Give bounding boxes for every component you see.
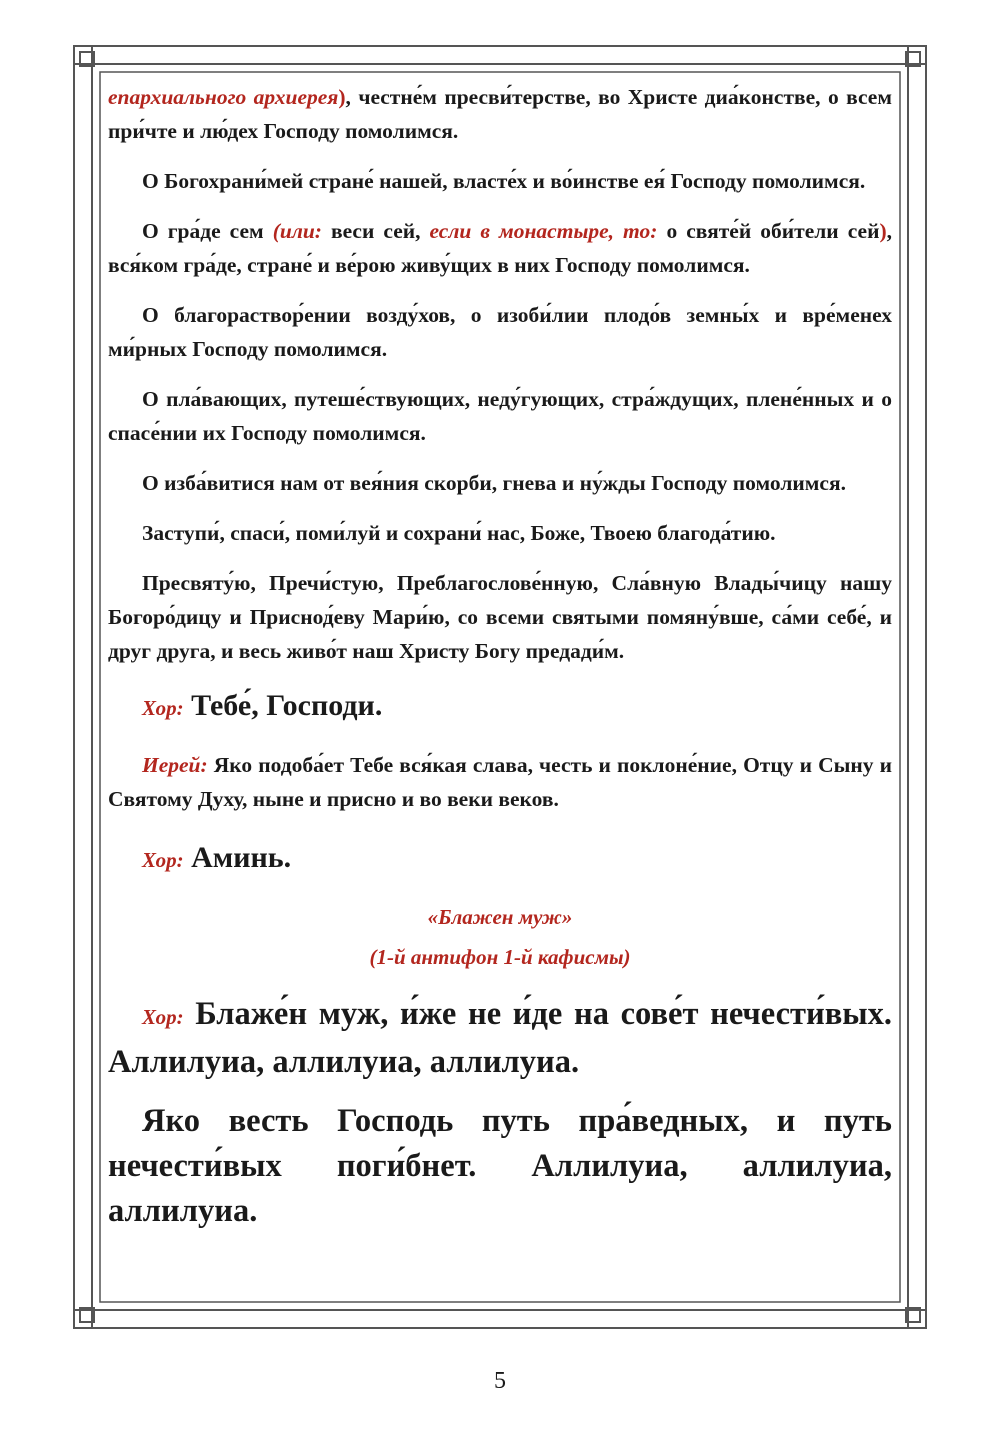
choir-response-2 [108, 836, 892, 882]
paragraph-7: Заступи́, спаси́, поми́луй и сохрани́ нас, Боже, Твоею благода́тию. [142, 521, 776, 545]
rubric: епархиального архиерея [108, 85, 339, 109]
paragraph-text: веси сей, [321, 219, 430, 243]
paragraph-8: Пресвяту́ю, Пречи́стую, Преблагослове́нную, Сла́вную Влады́чицу нашу Богоро́дицу и Приснод́еву Мари́ю, со всеми святыми помяну́вше, са́ми себе́, и друг друга, и весь живо́т наш Христу Богу предади́м. [108, 571, 892, 663]
choir-label: Хор: [142, 848, 184, 872]
paragraph-3 [108, 214, 892, 282]
priest-exclamation [108, 748, 892, 816]
choir-label: Хор: [142, 1005, 184, 1029]
paragraph-2: О Богохрани́мей стране́ нашей, власте́х и во́инстве ея́ Господу помолимся. [142, 169, 866, 193]
paragraph-text: о святе́й оби́тели сей [657, 219, 880, 243]
paragraph-5: О пла́вающих, путеше́ствующих, неду́гующих, стра́ждущих, плене́нных и о спасе́нии их Господу помолимся. [108, 387, 892, 445]
paragraph-4: О благораствор́ении возду́хов, о изоби́лии плодо́в земны́х и вре́менех ми́рных Господу помолимся. [108, 303, 892, 361]
paragraph-text: О гра́де сем [142, 219, 273, 243]
rubric: если в монастыре, то: [429, 219, 658, 243]
page-content [108, 80, 892, 1248]
page-number: 5 [494, 1368, 506, 1394]
choir-label: Хор: [142, 696, 184, 720]
rubric-paren: ) [338, 85, 346, 109]
verse-text: Блаже́н муж, и́же не и́де на сове́т нечести́вых. Аллилуиа, аллилуиа, аллилуиа. [108, 996, 893, 1080]
priest-label: Иерей: [142, 753, 208, 777]
exclamation-text: Яко подоба́ет Тебе вся́кая слава, честь и поклоне́ние, Отцу и Сыну и Святому Духу, ныне и присно и во веки веков. [108, 753, 892, 811]
paragraph-6: О изба́витися нам от вея́ния скорби, гнева и ну́жды Господу помолимся. [142, 471, 846, 495]
paragraph-text: , честне́м пресви́терстве, во Христе диа́констве, о всем при́чте и лю́дех Господу помолимся. [108, 85, 892, 143]
rubric-paren: ) [879, 219, 887, 243]
response-text: Аминь. [191, 841, 292, 874]
verse-1 [108, 992, 892, 1085]
verse-2: Яко весть Господь путь пра́ведных, и путь нечести́вых поги́бнет. Аллилуиа, аллилуиа, аллилуиа. [108, 1103, 892, 1229]
response-text: Тебе́, Господи. [191, 689, 383, 722]
rubric: (или: [272, 219, 322, 243]
paragraph-text: , вся́ком гра́де, стране́ и ве́рою живу́щих в них Господу помолимся. [108, 219, 892, 277]
paragraph-1 [108, 80, 892, 148]
section-subtitle: (1-й антифон 1-й кафисмы) [369, 945, 631, 969]
section-title: «Блажен муж» [427, 905, 573, 929]
choir-response-1 [108, 684, 892, 730]
